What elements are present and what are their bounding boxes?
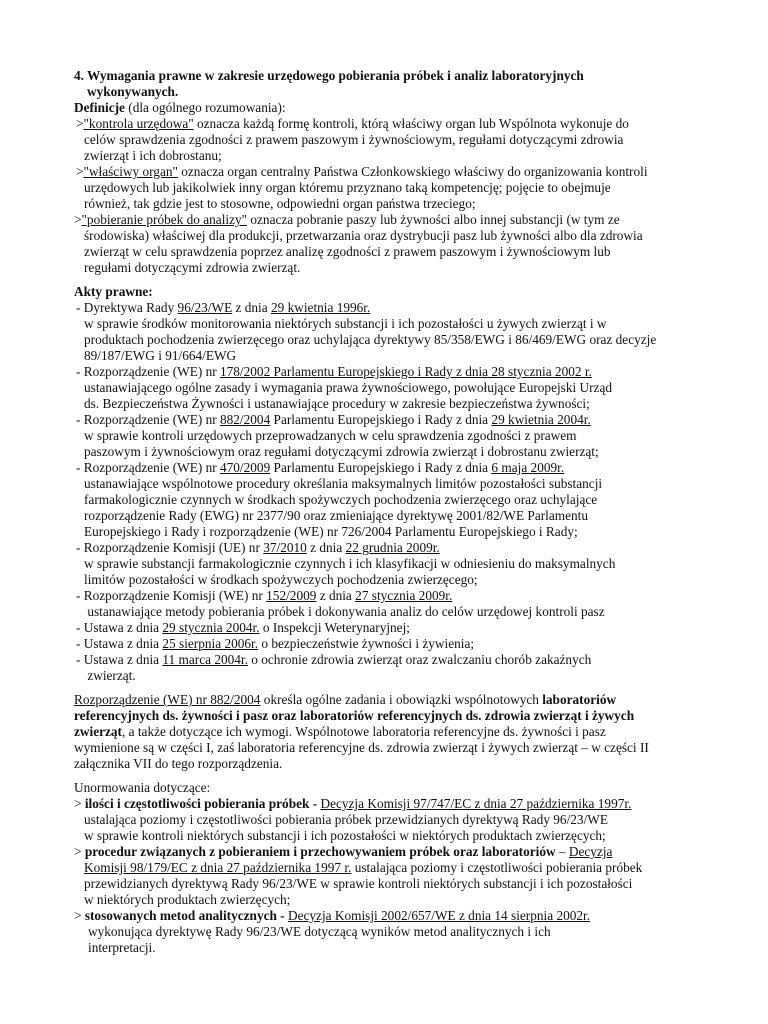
regulation-item	[74, 796, 631, 812]
act-item	[76, 460, 564, 476]
act-number-link: 152/2009	[266, 588, 317, 603]
regulation-topic: ilości i częstotliwości pobierania próbek	[84, 796, 310, 811]
act-text: z dnia	[232, 300, 271, 315]
act-date-link: 6 maja 2009r.	[491, 460, 565, 475]
regulation-continuation: w sprawie kontroli niektórych substancji i ich pozostałości w niektórych produktach zwierzęcych;	[84, 828, 606, 843]
act-number-link: 96/23/WE	[177, 300, 233, 315]
act-date-link: 25 sierpnia 2006r.	[162, 636, 259, 651]
act-item	[76, 652, 591, 668]
act-text: o Inspekcji Weterynaryjnej;	[259, 620, 410, 635]
regulation-topic: stosowanych metod analitycznych	[84, 908, 277, 923]
act-continuation: limitów pozostałości w środkach spożywczych pochodzenia zwierzęcego;	[84, 572, 478, 587]
definition-prefix: >	[76, 164, 84, 179]
act-continuation: rozporządzenie Rady (EWG) nr 2377/90 oraz zmieniające dyrektywę 2001/82/WE Parlamentu	[84, 508, 588, 523]
paragraph-bold: laboratoriów	[542, 692, 617, 707]
definition-term: "pobieranie próbek do analizy"	[81, 212, 248, 227]
definition-continuation: zwierząt w celu sprawdzenia poprzez analizę zgodności z prawem paszowym i żywnościowym lub	[84, 244, 611, 259]
paragraph-line: załącznika VII do tego rozporządzenia.	[74, 756, 283, 771]
definition-term: "właściwy organ"	[83, 164, 178, 179]
act-number-link: 882/2004	[219, 412, 271, 427]
regulation-prefix: >	[74, 908, 85, 923]
regulation-topic: procedur związanych z pobieraniem i przechowywaniem próbek oraz laboratoriów	[84, 844, 556, 859]
act-continuation: ustanawiające wspólnotowe procedury określania maksymalnych limitów pozostałości substancji	[84, 476, 603, 491]
regulation-continuation: w niektórych produktach zwierzęcych;	[84, 892, 291, 907]
regulation-item	[74, 908, 590, 924]
paragraph-text: , a także dotyczące ich wymogi. Wspólnotowe laboratoria referencyjne ds. żywności i pasz	[121, 724, 606, 739]
act-text: z dnia	[316, 588, 356, 603]
act-item	[76, 620, 410, 636]
definition-continuation: regułami dotyczącymi zdrowia zwierząt.	[84, 260, 301, 275]
act-continuation: Europejskiego i Rady i rozporządzenie (WE) nr 726/2004 Parlamentu Europejskiego i Rady;	[84, 524, 578, 539]
regulation-continuation	[84, 860, 642, 876]
act-continuation: w sprawie środków monitorowania niektórych substancji i ich pozostałości u żywych zwierząt i w	[84, 316, 607, 331]
act-item	[76, 364, 592, 380]
decision-link: Decyzja Komisji 97/747/EC z dnia 27 października 1997r.	[320, 796, 632, 811]
act-number-link: 178/2002 Parlamentu Europejskiego i Rady z dnia 28 stycznia 2002 r.	[219, 364, 592, 379]
act-continuation: paszowym i żywnościowym oraz regułami dotyczącymi zdrowia zwierząt i dobrostanu zwierząt;	[84, 444, 599, 459]
act-item	[76, 412, 591, 428]
definition-item	[76, 164, 648, 180]
regulation-continuation: interpretacji.	[88, 940, 156, 955]
act-date-link: 27 stycznia 2009r.	[355, 588, 453, 603]
regulation-dash: -	[276, 908, 288, 923]
act-item	[76, 540, 440, 556]
act-number-link: 470/2009	[219, 460, 271, 475]
act-text: o bezpieczeństwie żywności i żywienia;	[258, 636, 475, 651]
regulation-prefix: >	[74, 796, 85, 811]
act-text: - Ustawa z dnia	[76, 652, 163, 667]
act-continuation: 89/187/EWG i 91/664/EWG	[84, 348, 237, 363]
paragraph-line	[74, 724, 606, 740]
definition-continuation: również, tak gdzie jest to stosowne, odpowiedni organ państwa trzeciego;	[84, 196, 476, 211]
act-text: - Rozporządzenie (WE) nr	[76, 460, 220, 475]
act-continuation: ustanawiającego ogólne zasady i wymagania prawa żywnościowego, powołujące Europejski Urząd	[84, 380, 612, 395]
act-date-link: 29 stycznia 2004r.	[162, 620, 260, 635]
act-text: - Dyrektywa Rady	[76, 300, 178, 315]
act-text: - Rozporządzenie Komisji (UE) nr	[76, 540, 264, 555]
section-heading-line-1: 4. Wymagania prawne w zakresie urzędowego pobierania próbek i analiz laboratoryjnych	[74, 68, 584, 83]
act-text: Parlamentu Europejskiego i Rady z dnia	[270, 460, 492, 475]
act-text: z dnia	[306, 540, 346, 555]
definition-continuation: środowiska) właściwej dla produkcji, przetwarzania oraz dystrybucji pasz lub żywności albo dla zdrowia	[84, 228, 643, 243]
act-continuation: produktach pochodzenia zwierzęcego oraz uchylająca dyrektywy 85/358/EWG i 86/469/EWG oraz decyzje	[84, 332, 657, 347]
regulation-item	[74, 844, 612, 860]
regulation-link: Rozporządzenie (WE) nr 882/2004	[74, 692, 261, 707]
definition-text: oznacza organ centralny Państwa Członkowskiego właściwy do organizowania kontroli	[177, 164, 648, 179]
regulation-dash: -	[309, 796, 321, 811]
regulation-continuation: przewidzianych dyrektywą Rady 96/23/WE w sprawie kontroli niektórych substancji i ich pozostałości	[84, 876, 633, 891]
act-number-link: 37/2010	[263, 540, 307, 555]
regulation-dash: –	[555, 844, 569, 859]
regulation-prefix: >	[74, 844, 85, 859]
paragraph-text: określa ogólne zadania i obowiązki wspólnotowych	[260, 692, 543, 707]
act-text: o ochronie zdrowia zwierząt oraz zwalczaniu chorób zakaźnych	[247, 652, 592, 667]
definition-prefix: >	[74, 212, 82, 227]
acts-label: Akty prawne:	[74, 284, 153, 299]
decision-link: Decyzja	[568, 844, 613, 859]
act-item	[76, 636, 474, 652]
definitions-note: (dla ogólnego rozumowania):	[124, 100, 286, 115]
paragraph-bold: zwierząt	[74, 724, 122, 739]
regulation-continuation: ustalająca poziomy i częstotliwości pobierania próbek przewidzianych dyrektywą Rady 96/23/WE	[84, 812, 608, 827]
decision-link: Komisji 98/179/EC z dnia 27 października 1997 r.	[84, 860, 352, 875]
definitions-header	[74, 100, 286, 116]
regulations-label: Unormowania dotyczące:	[74, 780, 211, 795]
act-text: - Rozporządzenie Komisji (WE) nr	[76, 588, 267, 603]
act-date-link: 29 kwietnia 1996r.	[270, 300, 371, 315]
paragraph-line: wymienione są w części I, zaś laboratoria referencyjne ds. zdrowia zwierząt i żywych zwierząt – w części II	[74, 740, 649, 755]
definition-prefix: >	[76, 116, 84, 131]
act-item	[76, 588, 452, 604]
definition-continuation: urzędowych lub jakikolwiek inny organ któremu przyznano taką kompetencję; pojęcie to obejmuje	[84, 180, 611, 195]
paragraph-line	[74, 692, 616, 708]
act-text: - Ustawa z dnia	[76, 620, 163, 635]
decision-link: Decyzja Komisji 2002/657/WE z dnia 14 sierpnia 2002r.	[287, 908, 591, 923]
definitions-label: Definicje	[74, 100, 125, 115]
act-text: Parlamentu Europejskiego i Rady z dnia	[270, 412, 492, 427]
act-text: - Rozporządzenie (WE) nr	[76, 364, 220, 379]
act-date-link: 29 kwietnia 2004r.	[491, 412, 591, 427]
act-continuation: w sprawie substancji farmakologicznie czynnych i ich klasyfikacji w odniesieniu do maksymalnych	[84, 556, 616, 571]
act-date-link: 22 grudnia 2009r.	[345, 540, 440, 555]
act-continuation: farmakologicznie czynnych w środkach spożywczych pochodzenia zwierzęcego oraz uchylające	[84, 492, 598, 507]
act-continuation: ustanawiające metody pobierania próbek i dokonywania analiz do celów urzędowej kontroli pasz	[84, 604, 605, 619]
definition-item	[74, 212, 620, 228]
regulation-continuation: wykonująca dyrektywę Rady 96/23/WE dotyczącą wyników metod analitycznych i ich	[88, 924, 551, 939]
act-date-link: 11 marca 2004r.	[162, 652, 248, 667]
act-text: - Ustawa z dnia	[76, 636, 163, 651]
act-continuation: w sprawie kontroli urzędowych przeprowadzanych w celu sprawdzenia zgodności z prawem	[84, 428, 577, 443]
definition-term: "kontrola urzędowa"	[83, 116, 194, 131]
act-continuation: zwierząt.	[84, 668, 136, 683]
definition-continuation: celów sprawdzenia zgodności z prawem paszowym i żywnościowym, regułami dotyczącymi zdrowia	[84, 132, 624, 147]
definition-continuation: zwierząt i ich dobrostanu;	[84, 148, 222, 163]
regulation-text: ustalająca poziomy i częstotliwości pobierania próbek	[351, 860, 643, 875]
section-heading-line-2: wykonywanych.	[87, 84, 179, 99]
definition-text: oznacza każdą formę kontroli, którą właściwy organ lub Wspólnota wykonuje do	[193, 116, 629, 131]
act-item	[76, 300, 370, 316]
definition-item	[76, 116, 629, 132]
definition-text: oznacza pobranie paszy lub żywności albo innej substancji (w tym ze	[247, 212, 620, 227]
paragraph-line: referencyjnych ds. żywności i pasz oraz laboratoriów referencyjnych ds. zdrowia zwierząt i żywych	[74, 708, 635, 723]
act-continuation: ds. Bezpieczeństwa Żywności i ustanawiające procedury w zakresie bezpieczeństwa żywności;	[84, 396, 590, 411]
act-text: - Rozporządzenie (WE) nr	[76, 412, 220, 427]
